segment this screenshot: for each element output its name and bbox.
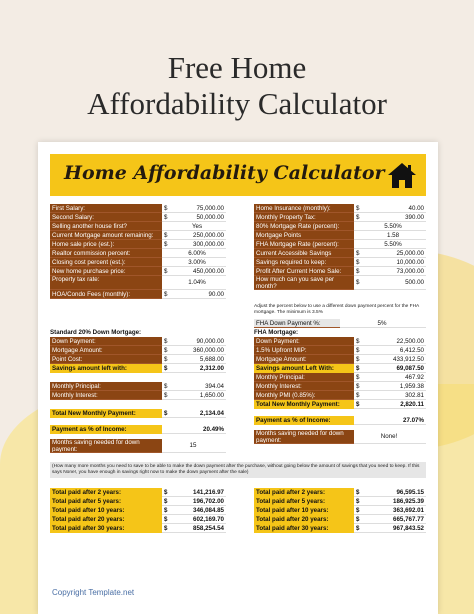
- currency-symbol: $: [356, 392, 360, 399]
- row-value: [162, 439, 226, 453]
- row-label: Monthly PMI (0.85%):: [254, 391, 354, 400]
- currency-symbol: [354, 240, 362, 248]
- row-label: New home purchase price:: [50, 267, 162, 276]
- row-value: [354, 373, 426, 382]
- table-row: [254, 346, 426, 355]
- row-label: Realtor commission percent:: [50, 249, 162, 258]
- row-value: [162, 364, 226, 373]
- spacer: [50, 418, 226, 425]
- row-label: Total paid after 2 years:: [254, 488, 354, 497]
- months-note: (How many more months you need to save to be able to make the down payment after the purchase, without going below the amount of savings that you need to keep. If this says None!, you have enough in savings right now to make the down payment after the sale): [50, 462, 426, 478]
- row-value[interactable]: [162, 240, 226, 249]
- currency-symbol: $: [356, 259, 360, 266]
- table-row: [50, 258, 226, 267]
- row-label: Point Cost:: [50, 355, 162, 364]
- value-text: 1.58: [386, 232, 400, 239]
- value-text: 433,912.50: [393, 356, 424, 363]
- value-text: 390.00: [405, 214, 424, 221]
- row-value: [162, 425, 226, 434]
- currency-symbol: $: [356, 401, 360, 408]
- spacer: [254, 409, 426, 416]
- row-value[interactable]: [162, 267, 226, 276]
- total-paid-row: [254, 524, 426, 533]
- currency-symbol: $: [164, 347, 168, 354]
- row-label: 80% Mortgage Rate (percent):: [254, 222, 354, 231]
- row-label: Monthly Interest:: [50, 391, 162, 400]
- row-value[interactable]: [354, 258, 426, 267]
- fha-total-paid-table: [254, 488, 426, 533]
- row-label: Current Mortgage amount remaining:: [50, 231, 162, 240]
- row-label: Total paid after 10 years:: [254, 506, 354, 515]
- row-label: Total paid after 30 years:: [254, 524, 354, 533]
- currency-symbol: $: [164, 241, 168, 248]
- total-paid-row: [254, 506, 426, 515]
- row-value: [162, 355, 226, 364]
- total-paid-row: [50, 506, 226, 515]
- row-value[interactable]: [162, 276, 226, 290]
- row-value[interactable]: [162, 222, 226, 231]
- row-value: [162, 391, 226, 400]
- total-paid-row: [50, 488, 226, 497]
- currency-symbol: [354, 222, 362, 230]
- currency-symbol: $: [356, 250, 360, 257]
- value-text: 3.00%: [188, 259, 206, 266]
- currency-symbol: $: [356, 525, 360, 532]
- total-paid-row: [254, 488, 426, 497]
- row-value[interactable]: [354, 267, 426, 276]
- currency-symbol: $: [356, 279, 360, 286]
- currency-symbol: [354, 231, 362, 239]
- row-value: [162, 382, 226, 391]
- row-label: Total paid after 10 years:: [50, 506, 162, 515]
- table-row: [254, 276, 426, 290]
- value-text: None!: [380, 433, 398, 440]
- table-row: [254, 355, 426, 364]
- standard-total-paid-table: [50, 488, 226, 533]
- fha-down-payment: [254, 319, 426, 328]
- total-paid-row: [50, 515, 226, 524]
- row-label: Months saving needed for down payment:: [254, 430, 354, 444]
- currency-symbol: $: [356, 489, 360, 496]
- value-text: 360,000.00: [193, 347, 224, 354]
- total-paid-row: [254, 515, 426, 524]
- fha-note: Adjust the percent below to use a different down payment percent for the FHA mortgage. The minimum is 3.5%: [254, 304, 419, 315]
- row-value: [354, 515, 426, 524]
- currency-symbol: [162, 258, 170, 266]
- value-text: 2,134.04: [199, 410, 224, 417]
- value-text: 141,216.97: [193, 489, 224, 496]
- value-text: 6.00%: [188, 250, 206, 257]
- row-label: Mortgage Amount:: [254, 355, 354, 364]
- row-value[interactable]: [354, 213, 426, 222]
- currency-symbol: $: [356, 347, 360, 354]
- fha-mortgage-section: [254, 328, 426, 444]
- row-label: Second Salary:: [50, 213, 162, 222]
- value-text: 5.50%: [384, 223, 402, 230]
- value-text: Yes: [191, 223, 203, 230]
- value-text: 15: [189, 442, 197, 449]
- value-text: 40.00: [408, 205, 424, 212]
- currency-symbol: $: [164, 498, 168, 505]
- currency-symbol: $: [164, 392, 168, 399]
- currency-symbol: $: [164, 214, 168, 221]
- row-value: [354, 497, 426, 506]
- value-text: 250,000.00: [193, 232, 224, 239]
- left-inputs-table: [50, 204, 226, 299]
- payment-percent-row: [50, 425, 226, 434]
- currency-symbol: $: [164, 383, 168, 390]
- table-row: [50, 337, 226, 346]
- value-text: 20.49%: [203, 426, 224, 433]
- row-value: [354, 506, 426, 515]
- row-value: [354, 355, 426, 364]
- row-label: Monthly Property Tax:: [254, 213, 354, 222]
- row-label: Total New Monthly Payment:: [254, 400, 354, 409]
- table-row: [50, 240, 226, 249]
- row-value: [162, 337, 226, 346]
- currency-symbol: $: [356, 205, 360, 212]
- value-text: 1.04%: [188, 279, 206, 286]
- currency-symbol: [162, 276, 170, 289]
- row-value: [354, 524, 426, 533]
- savings-row: [50, 364, 226, 373]
- table-row: [254, 382, 426, 391]
- row-label: Profit After Current Home Sale:: [254, 267, 354, 276]
- fha-down-input[interactable]: 5%: [340, 319, 426, 328]
- value-text: 2,312.00: [199, 365, 224, 372]
- row-value: [354, 337, 426, 346]
- currency-symbol: $: [356, 356, 360, 363]
- row-label: Payment as % of Income:: [254, 416, 354, 425]
- row-label: Savings amount Left With:: [254, 364, 354, 373]
- currency-symbol: $: [164, 365, 168, 372]
- currency-symbol: $: [164, 232, 168, 239]
- value-text: 25,000.00: [396, 250, 424, 257]
- value-text: 27.07%: [403, 417, 424, 424]
- row-value: [162, 506, 226, 515]
- row-value: [162, 409, 226, 418]
- value-text: 300,000.00: [193, 241, 224, 248]
- total-paid-row: [50, 497, 226, 506]
- row-label: Down Payment:: [254, 337, 354, 346]
- row-label: Months saving needed for down payment:: [50, 439, 162, 453]
- table-row: [254, 213, 426, 222]
- value-text: 90.00: [208, 291, 224, 298]
- row-value: [354, 488, 426, 497]
- total-paid-row: [50, 524, 226, 533]
- table-row: [50, 355, 226, 364]
- value-text: 75,000.00: [196, 205, 224, 212]
- value-text: 196,702.00: [193, 498, 224, 505]
- value-text: 69,087.50: [396, 365, 424, 372]
- value-text: 858,254.54: [193, 525, 224, 532]
- row-value[interactable]: [354, 249, 426, 258]
- section-heading: FHA Mortgage:: [254, 329, 299, 336]
- row-label: Total paid after 30 years:: [50, 524, 162, 533]
- table-row: [254, 373, 426, 382]
- table-row: [254, 249, 426, 258]
- value-text: 967,843.52: [393, 525, 424, 532]
- row-label: Current Accessible Savings: [254, 249, 354, 258]
- copyright-text: Copyright Template.net: [52, 588, 135, 597]
- value-text: 96,595.15: [396, 489, 424, 496]
- currency-symbol: $: [356, 338, 360, 345]
- value-text: 394.04: [205, 383, 224, 390]
- row-value[interactable]: [162, 231, 226, 240]
- currency-symbol: [162, 222, 170, 230]
- value-text: 1,959.38: [399, 383, 424, 390]
- row-label: Total New Monthly Payment:: [50, 409, 162, 418]
- currency-symbol: $: [164, 268, 168, 275]
- spacer: [50, 373, 226, 382]
- row-value[interactable]: [354, 240, 426, 249]
- row-label: Home Insurance (monthly):: [254, 204, 354, 213]
- currency-symbol: [162, 249, 170, 257]
- page-title: Free Home Affordability Calculator: [87, 50, 387, 121]
- row-value: [162, 346, 226, 355]
- row-label: 1.5% Upfront MIP:: [254, 346, 354, 355]
- currency-symbol: $: [164, 291, 168, 298]
- currency-symbol: $: [164, 489, 168, 496]
- row-label: Monthly Principal:: [254, 373, 354, 382]
- table-row: [50, 249, 226, 258]
- currency-symbol: $: [164, 338, 168, 345]
- row-label: How much can you save per month?: [254, 276, 354, 290]
- row-value[interactable]: [354, 222, 426, 231]
- currency-symbol: $: [164, 525, 168, 532]
- currency-symbol: $: [164, 507, 168, 514]
- value-text: 302.81: [405, 392, 424, 399]
- row-value: [162, 524, 226, 533]
- table-row: [254, 337, 426, 346]
- months-row: [254, 430, 426, 444]
- row-value: [162, 488, 226, 497]
- value-text: 467.92: [405, 374, 424, 381]
- row-value: [354, 391, 426, 400]
- row-label: Property tax rate:: [50, 276, 162, 290]
- row-value[interactable]: [354, 231, 426, 240]
- row-label: Down Payment:: [50, 337, 162, 346]
- value-text: 665,767.77: [393, 516, 424, 523]
- table-row: [254, 222, 426, 231]
- row-label: Selling another house first?: [50, 222, 162, 231]
- table-row: [50, 290, 226, 299]
- value-text: 186,925.39: [393, 498, 424, 505]
- row-label: HOA/Condo Fees (monthly):: [50, 290, 162, 299]
- currency-symbol: $: [356, 365, 360, 372]
- value-text: 73,000.00: [396, 268, 424, 275]
- row-value[interactable]: [162, 213, 226, 222]
- months-row: [50, 439, 226, 453]
- currency-symbol: $: [356, 268, 360, 275]
- table-row: [50, 382, 226, 391]
- table-row: [254, 204, 426, 213]
- total-payment-row: [254, 400, 426, 409]
- row-value[interactable]: [162, 249, 226, 258]
- row-label: Monthly Interest:: [254, 382, 354, 391]
- row-label: FHA Mortgage Rate (percent):: [254, 240, 354, 249]
- savings-row: [254, 364, 426, 373]
- currency-symbol: $: [356, 383, 360, 390]
- value-text: 22,500.00: [396, 338, 424, 345]
- total-payment-row: [50, 409, 226, 418]
- row-label: Payment as % of Income:: [50, 425, 162, 434]
- value-text: 50,000.00: [196, 214, 224, 221]
- row-label: First Salary:: [50, 204, 162, 213]
- table-row: [254, 391, 426, 400]
- value-text: 500.00: [405, 279, 424, 286]
- table-row: [50, 346, 226, 355]
- row-label: Mortgage Amount:: [50, 346, 162, 355]
- currency-symbol: $: [164, 356, 168, 363]
- fha-down-label: FHA Down Payment %:: [254, 319, 340, 328]
- value-text: 602,169.70: [193, 516, 224, 523]
- value-text: 2,820.11: [400, 401, 424, 408]
- table-row: [254, 231, 426, 240]
- row-value: [354, 364, 426, 373]
- value-text: 6,412.50: [399, 347, 424, 354]
- value-text: 90,000.00: [196, 338, 224, 345]
- row-label: Savings amount left with:: [50, 364, 162, 373]
- row-label: Total paid after 5 years:: [254, 497, 354, 506]
- currency-symbol: $: [356, 507, 360, 514]
- currency-symbol: $: [356, 498, 360, 505]
- payment-percent-row: [254, 416, 426, 425]
- currency-symbol: $: [164, 205, 168, 212]
- section-heading: Standard 20% Down Mortgage:: [50, 329, 142, 336]
- row-value: [162, 515, 226, 524]
- table-row: [50, 204, 226, 213]
- row-value: [354, 400, 426, 409]
- value-text: 363,692.01: [393, 507, 424, 514]
- house-icon: [386, 159, 418, 191]
- table-row: [50, 231, 226, 240]
- table-row: [50, 276, 226, 290]
- currency-symbol: $: [164, 410, 168, 417]
- row-label: Total paid after 2 years:: [50, 488, 162, 497]
- row-value: [354, 382, 426, 391]
- table-row: [254, 267, 426, 276]
- row-value[interactable]: [162, 204, 226, 213]
- row-label: Mortgage Points: [254, 231, 354, 240]
- value-text: 5.50%: [384, 241, 402, 248]
- sheet-title: Home Affordability Calculator: [64, 162, 385, 184]
- row-label: Home sale price (est.):: [50, 240, 162, 249]
- currency-symbol: $: [164, 516, 168, 523]
- total-paid-row: [254, 497, 426, 506]
- standard-mortgage-section: [50, 328, 226, 453]
- sheet-header: [50, 154, 426, 196]
- spacer: [50, 400, 226, 409]
- value-text: 5,688.00: [199, 356, 224, 363]
- row-value[interactable]: [162, 290, 226, 299]
- row-value: [354, 430, 426, 444]
- row-label: Savings required to keep:: [254, 258, 354, 267]
- row-value: [162, 497, 226, 506]
- table-row: [254, 240, 426, 249]
- right-inputs-table: [254, 204, 426, 290]
- table-row: [50, 213, 226, 222]
- row-value[interactable]: [162, 258, 226, 267]
- table-row: [50, 267, 226, 276]
- row-label: Closing cost percent (est.):: [50, 258, 162, 267]
- row-label: Monthly Principal:: [50, 382, 162, 391]
- value-text: 10,000.00: [396, 259, 424, 266]
- row-value[interactable]: [354, 276, 426, 290]
- table-row: [254, 258, 426, 267]
- row-label: Total paid after 5 years:: [50, 497, 162, 506]
- value-text: 1,650.00: [199, 392, 224, 399]
- row-label: Total paid after 20 years:: [50, 515, 162, 524]
- currency-symbol: $: [356, 516, 360, 523]
- row-label: Total paid after 20 years:: [254, 515, 354, 524]
- currency-symbol: $: [356, 214, 360, 221]
- value-text: 450,000.00: [193, 268, 224, 275]
- calculator-sheet: [38, 142, 438, 614]
- row-value: [354, 346, 426, 355]
- table-row: [50, 222, 226, 231]
- table-row: [50, 391, 226, 400]
- currency-symbol: $: [356, 374, 360, 381]
- row-value[interactable]: [354, 204, 426, 213]
- row-value: [354, 416, 426, 425]
- value-text: 346,084.85: [193, 507, 224, 514]
